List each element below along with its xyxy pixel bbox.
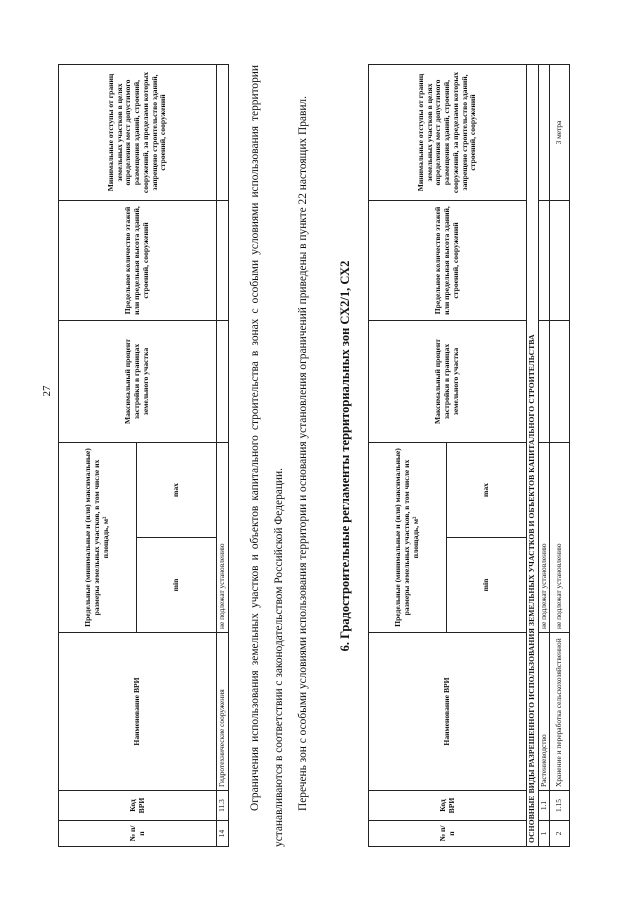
rotated-page [58, 47, 564, 847]
row-num: 1 [538, 821, 550, 847]
row-percent [538, 320, 550, 442]
row-setbacks: 3 метра [550, 64, 570, 200]
header-percent: Максимальный процент застройки в границах земельного участка [59, 320, 217, 442]
regulations-table-continued [58, 64, 229, 847]
row-setbacks [217, 64, 229, 200]
header-setbacks: Минимальные отступы от границ земельных участков в целях определения мест допустимого размещения зданий, строений, сооружений, за пределами которых запрещено строительство зданий, строений, сооружений [369, 64, 527, 200]
row-floors [538, 200, 550, 320]
header-percent: Максимальный процент застройки в границах земельного участка [369, 320, 527, 442]
table-row [550, 64, 570, 846]
header-floors: Предельное количество этажей или предельная высота зданий, строений, сооружений [369, 200, 527, 320]
section-heading: 6. Градостроительные регламенты территориальных зон СХ2/1, СХ2 [338, 260, 352, 652]
table-row [538, 64, 550, 846]
row-num: 14 [217, 821, 229, 847]
header-name: Наименование ВРИ [369, 633, 527, 791]
row-sizes: не подлежат установлению [217, 442, 229, 632]
header-min: min [137, 538, 217, 633]
row-name: Хранение и переработка сельскохозяйственной [550, 633, 570, 791]
header-floors: Предельное количество этажей или предельная высота зданий, строений, сооружений [59, 200, 217, 320]
row-percent [217, 320, 229, 442]
table-row [217, 64, 229, 846]
row-code: 1.1 [538, 791, 550, 821]
row-code: 11.3 [217, 791, 229, 821]
paragraph-zones-list: Перечень зон с особыми условиями использования территории и основания установления ограничений приведены в пункте 22 настоящих Правил. [297, 96, 309, 811]
row-percent [550, 320, 570, 442]
header-max: max [137, 442, 217, 537]
section-row-label: ОСНОВНЫЕ ВИДЫ РАЗРЕШЕННОГО ИСПОЛЬЗОВАНИЯ ЗЕМЕЛЬНЫХ УЧАСТКОВ И ОБЪЕКТОВ КАПИТАЛЬНОГО СТРОИТЕЛЬСТВА [527, 64, 539, 846]
row-code: 1.15 [550, 791, 570, 821]
paragraph-restrictions: Ограничения использования земельных участков и объектов капитального строительства в зонах с особыми условиями использования территории устанавливаются в соответствии с законодательством Российской Федерации. [249, 65, 285, 847]
header-sizes: Предельные (минимальные и (или) максимальные) размеры земельных участков, в том числе их площадь, м² [369, 442, 447, 632]
section-row [527, 64, 539, 846]
header-max: max [447, 442, 527, 537]
row-name: Растениеводство [538, 633, 550, 791]
body-text [243, 65, 315, 847]
row-num: 2 [550, 821, 570, 847]
header-sizes: Предельные (минимальные и (или) максимальные) размеры земельных участков, в том числе их площадь, м² [59, 442, 137, 632]
header-code: Код ВРИ [59, 791, 217, 821]
header-num: № п/п [59, 821, 217, 847]
header-code: Код ВРИ [369, 791, 527, 821]
row-floors [550, 200, 570, 320]
header-name: Наименование ВРИ [59, 633, 217, 791]
regulations-table-sx2 [368, 64, 570, 847]
row-sizes: не подлежат установлению [550, 442, 570, 632]
header-min: min [447, 538, 527, 633]
row-setbacks [538, 64, 550, 200]
row-sizes: не подлежат установлению [538, 442, 550, 632]
page-number: 27 [41, 385, 53, 397]
row-name: Гидротехнические сооружения [217, 633, 229, 791]
header-num: № п/п [369, 821, 527, 847]
header-setbacks: Минимальные отступы от границ земельных участков в целях определения мест допустимого размещения зданий, строений, сооружений, за пределами которых запрещено строительство зданий, строений, сооружений [59, 64, 217, 200]
row-floors [217, 200, 229, 320]
